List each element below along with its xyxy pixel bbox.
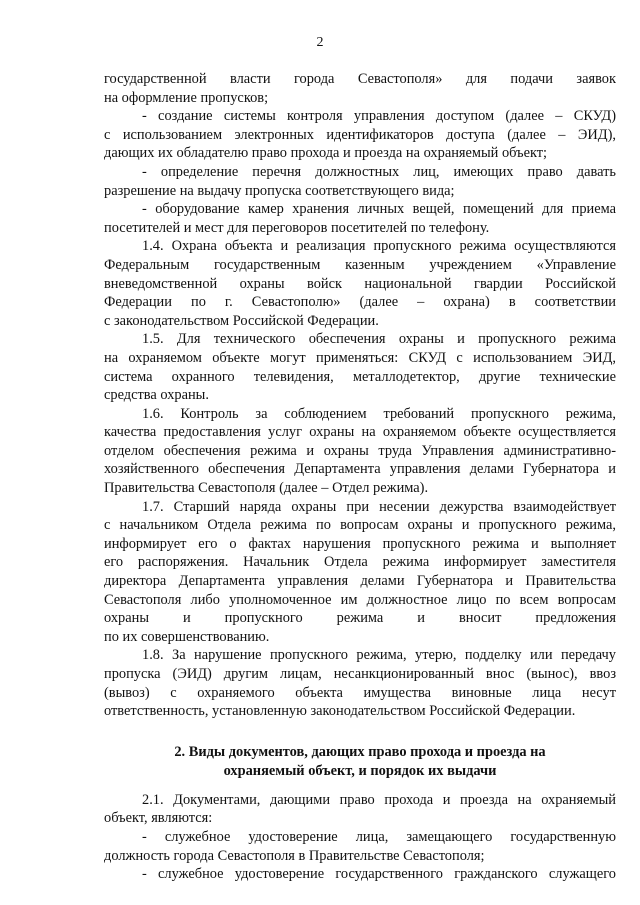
section-heading-line-1: 2. Виды документов, дающих право прохода и проезда на bbox=[174, 743, 546, 760]
text-line: - создание системы контроля управления доступом (далее – СКУД) bbox=[142, 108, 616, 125]
text-line: 1.5. Для технического обеспечения охраны и пропускного режима bbox=[142, 331, 616, 348]
section-1-text bbox=[104, 70, 616, 721]
text-line: объект, являются: bbox=[104, 810, 213, 827]
text-line: хозяйственного обеспечения Департамента управления делами Губернатора и bbox=[104, 461, 616, 478]
section-heading-line-2: охраняемый объект, и порядок их выдачи bbox=[223, 762, 497, 779]
text-line: охраны и пропускного режима и вносит предложения bbox=[104, 610, 616, 627]
text-line: должность города Севастополя в Правительстве Севастополя; bbox=[104, 847, 485, 864]
text-line: вневедомственной охраны войск национальной гвардии Российской bbox=[104, 275, 616, 292]
text-line: на охраняемом объекте могут применяться: СКУД с использованием ЭИД, bbox=[104, 349, 616, 366]
text-line: посетителей и мест для переговоров посетителей по телефону. bbox=[104, 219, 490, 236]
text-line: 1.4. Охрана объекта и реализация пропускного режима осуществляются bbox=[142, 238, 616, 255]
text-line: пропуска (ЭИД) другим лицам, несанкционированный внос (вынос), ввоз bbox=[104, 666, 616, 682]
text-line: - оборудование камер хранения личных вещей, помещений для приема bbox=[142, 201, 616, 218]
text-line: 2.1. Документами, дающими право прохода и проезда на охраняемый bbox=[142, 791, 616, 808]
text-line: отделом обеспечения режима и охраны труда Управления административно- bbox=[104, 442, 616, 459]
spacer bbox=[104, 721, 616, 743]
text-line: Правительства Севастополя (далее – Отдел режима). bbox=[104, 480, 429, 497]
text-line: с законодательством Российской Федерации. bbox=[104, 312, 379, 329]
text-line: информирует его о фактах нарушения пропускного режима и выполняет bbox=[104, 535, 616, 552]
text-line: его распоряжения. Начальник Отдела режима информирует заместителя bbox=[104, 554, 616, 571]
text-line: с начальником Отдела режима по вопросам охраны и пропускного режима, bbox=[104, 517, 616, 534]
text-line: - служебное удостоверение лица, замещающего государственную bbox=[142, 828, 616, 845]
text-line: по их совершенствованию. bbox=[104, 628, 270, 645]
text-line: средства охраны. bbox=[104, 387, 209, 404]
text-line: государственной власти города Севастополя» для подачи заявок bbox=[104, 71, 616, 87]
text-line: разрешение на выдачу пропуска соответствующего вида; bbox=[104, 182, 455, 199]
text-line: система охранного телевидения, металлодетектор, другие технические bbox=[104, 368, 616, 385]
page-number: 2 bbox=[316, 35, 324, 50]
text-line: - служебное удостоверение государственного гражданского служащего bbox=[142, 866, 616, 883]
text-line: 1.8. За нарушение пропускного режима, утерю, подделку или передачу bbox=[142, 647, 616, 664]
text-line: Федерации по г. Севастополю» (далее – охрана) в соответствии bbox=[104, 294, 616, 311]
spacer bbox=[104, 781, 616, 791]
text-line: дающих их обладателю право прохода и проезда на охраняемый объект; bbox=[104, 145, 548, 162]
text-line: Федеральным государственным казенным учреждением «Управление bbox=[104, 256, 616, 273]
text-line: Севастополя либо уполномоченное им должностное лицо по всем вопросам bbox=[104, 591, 616, 608]
text-line: директора Департамента управления делами Губернатора и Правительства bbox=[104, 573, 616, 590]
text-line: (вывоз) с охраняемого объекта имущества виновные лица несут bbox=[104, 684, 616, 701]
text-line: 1.6. Контроль за соблюдением требований пропускного режима, bbox=[142, 405, 616, 422]
text-line: с использованием электронных идентификаторов доступа (далее – ЭИД), bbox=[104, 126, 616, 143]
text-line: на оформление пропусков; bbox=[104, 89, 269, 106]
section-2-text bbox=[104, 791, 616, 884]
text-line: ответственность, установленную законодательством Российской Федерации. bbox=[104, 703, 576, 720]
text-line: качества предоставления услуг охраны на охраняемом объекте осуществляется bbox=[104, 424, 616, 441]
text-line: 1.7. Старший наряда охраны при несении дежурства взаимодействует bbox=[142, 498, 616, 515]
text-line: - определение перечня должностных лиц, имеющих право давать bbox=[142, 163, 616, 180]
document-body bbox=[104, 70, 616, 884]
